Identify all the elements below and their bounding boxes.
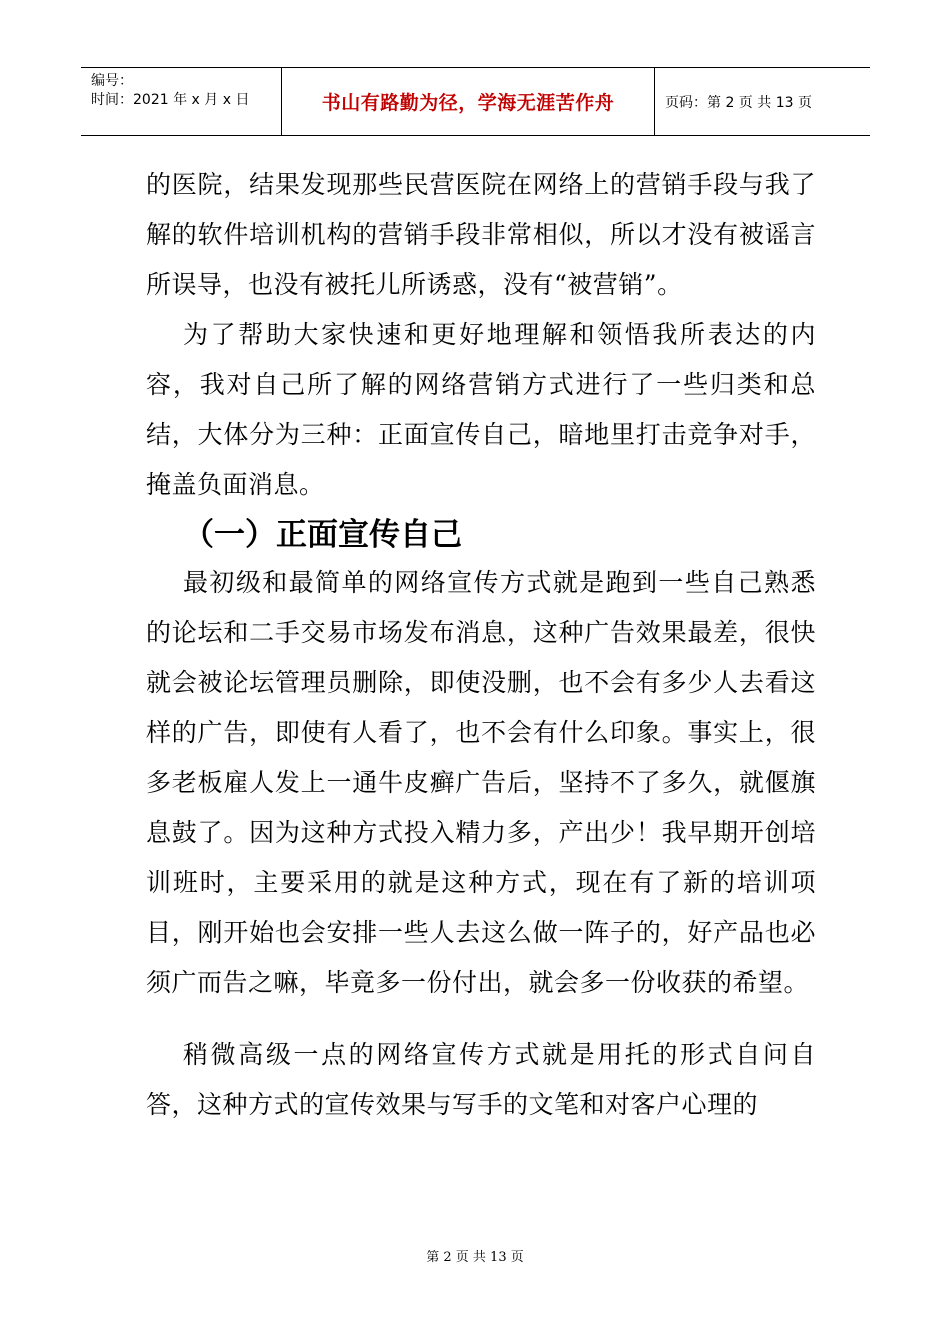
document-time-label: 时间：2021 年 x 月 x 日 [91, 92, 250, 108]
header-meta-cell [81, 68, 282, 135]
section-heading: （一）正面宣传自己 [183, 517, 462, 553]
body-paragraph: 稍微高级一点的网络宣传方式就是用托的形式自问自答，这种方式的宣传效果与写手的文笔和对客户心理的 [146, 1040, 816, 1119]
body-paragraph: 最初级和最简单的网络宣传方式就是跑到一些自己熟悉的论坛和二手交易市场发布消息，这种广告效果最差，很快就会被论坛管理员删除，即使没删，也不会有多少人去看这样的广告，即使有人看了，也不会有什么印象。事实上，很多老板雇人发上一通牛皮癣广告后，坚持不了多久，就偃旗息鼓了。因为这种方式投入精力多，产出少！我早期开创培训班时，主要采用的就是这种方式，现在有了新的培训项目，刚开始也会安排一些人去这么做一阵子的，好产品也必须广而告之嘛，毕竟多一份付出，就会多一份收获的希望。 [146, 568, 816, 997]
header-motto: 书山有路勤为径，学海无涯苦作舟 [282, 68, 655, 135]
paragraph-spacer [146, 1008, 816, 1030]
page-footer: 第 2 页 共 13 页 [426, 1250, 524, 1265]
document-number-label: 编号： [91, 73, 133, 89]
header-page-info: 页码：第 2 页 共 13 页 [665, 94, 812, 111]
body-paragraph: 的医院，结果发现那些民营医院在网络上的营销手段与我了解的软件培训机构的营销手段非常相似，所以才没有被谣言所误导，也没有被托儿所诱惑，没有“被营销”。 [146, 170, 816, 299]
page-header [81, 67, 870, 136]
document-body [146, 160, 816, 1130]
body-paragraph: 为了帮助大家快速和更好地理解和领悟我所表达的内容，我对自己所了解的网络营销方式进行了一些归类和总结，大体分为三种：正面宣传自己，暗地里打击竞争对手，掩盖负面消息。 [146, 320, 816, 499]
